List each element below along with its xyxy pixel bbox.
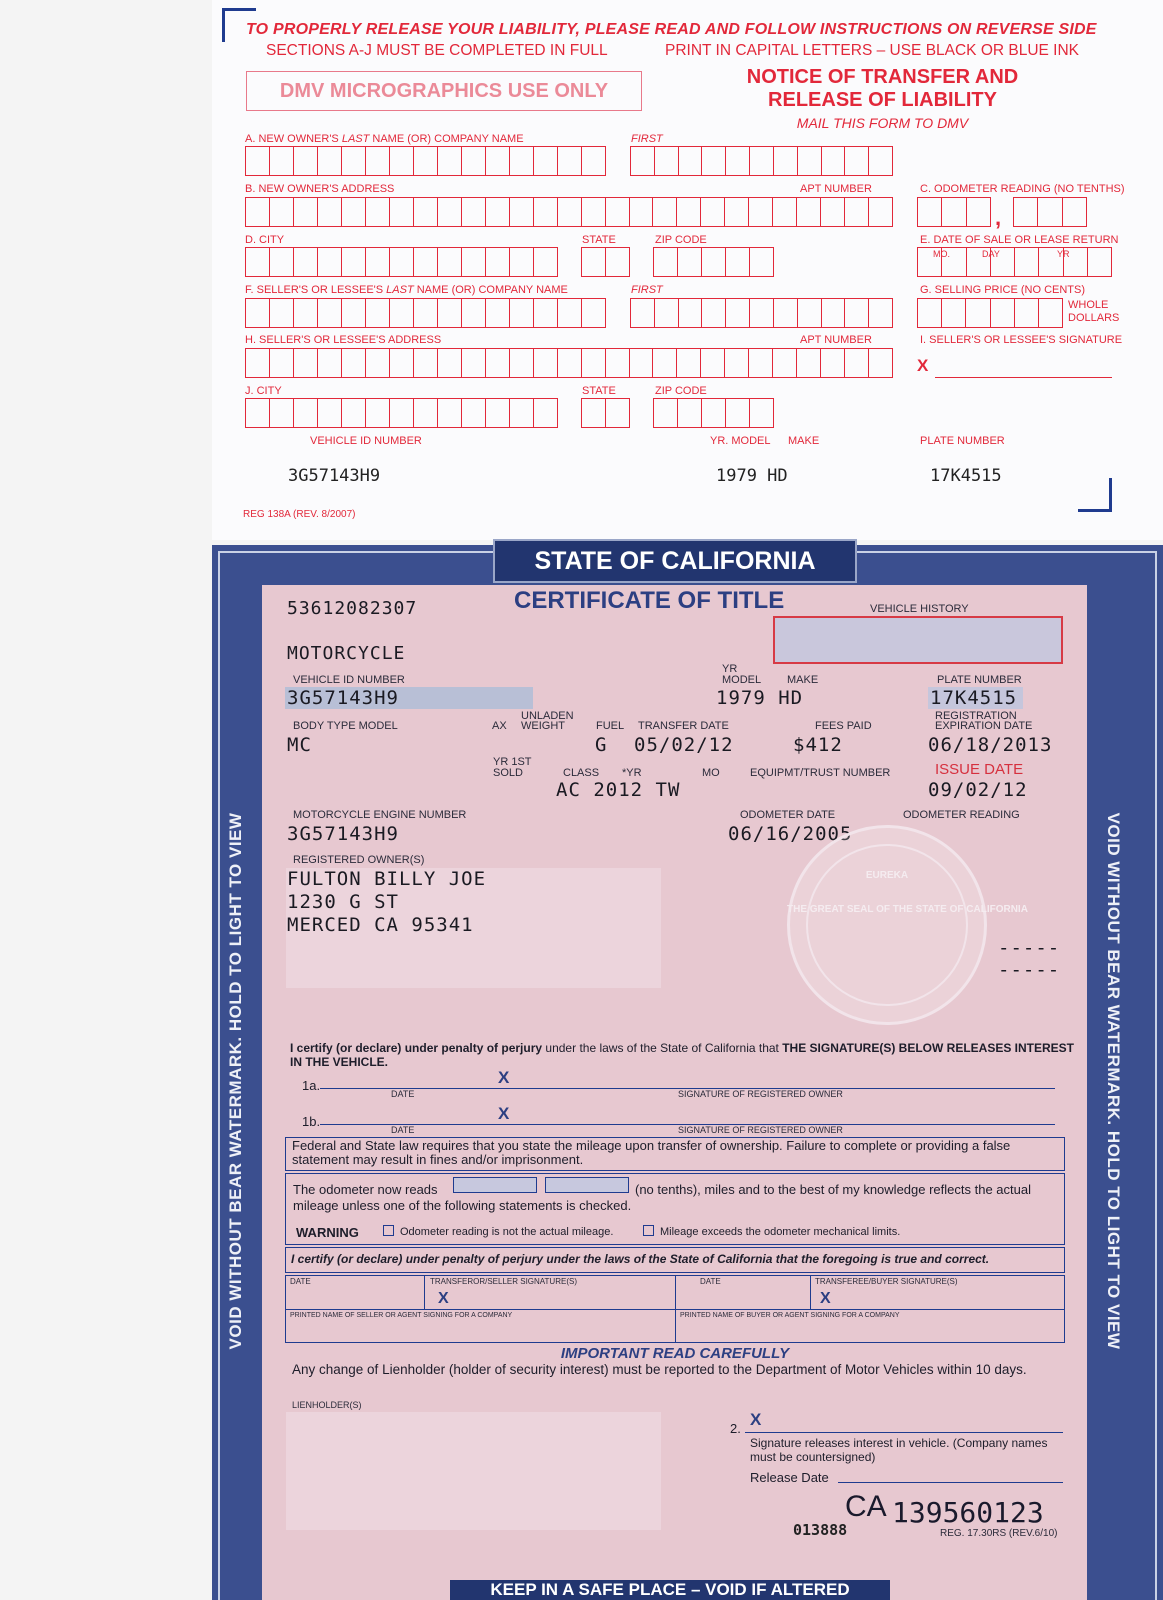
sig-1b-label: 1b. — [302, 1114, 321, 1129]
seal-text: THE GREAT SEAL OF THE STATE OF CALIFORNIA — [787, 904, 1028, 915]
transferor-sig-label: TRANSFEROR/SELLER SIGNATURE(S) — [430, 1277, 577, 1286]
seller-first-field[interactable] — [630, 298, 893, 328]
label-fees: FEES PAID — [815, 720, 872, 732]
label-e: E. DATE OF SALE OR LEASE RETURN — [920, 234, 1119, 246]
odometer-date: 06/16/2005 — [728, 823, 853, 845]
federal-notice: Federal and State law requires that you state the mileage upon transfer of ownership. Failure to complete or providing a false statement may result in fines and/or imprisonment. — [292, 1138, 1011, 1167]
label-zip: ZIP CODE — [655, 234, 707, 246]
vehicle-type: MOTORCYCLE — [287, 643, 406, 664]
state-field[interactable] — [581, 247, 630, 277]
seller-date-label: DATE — [290, 1277, 311, 1286]
label-transfer: TRANSFER DATE — [638, 720, 729, 732]
mail-note: MAIL THIS FORM TO DMV — [796, 115, 969, 131]
date-1a-label: DATE — [391, 1089, 415, 1099]
label-fuel: FUEL — [596, 720, 625, 732]
label-odo-date: ODOMETER DATE — [740, 809, 836, 821]
cert-title: CERTIFICATE OF TITLE — [514, 587, 785, 614]
certify-statement: I certify (or declare) under penalty of perjury under the laws of the State of California that THE SIGNATURE(S) BELOW RELEASES INTEREST IN THE VEHICLE. — [290, 1041, 1075, 1069]
label-yr: YR — [1057, 249, 1070, 259]
sig-2-x: X — [750, 1410, 762, 1429]
owner-city: MERCED CA 95341 — [287, 914, 474, 936]
label-unladen: UNLADEN — [521, 710, 574, 722]
seal-ring — [806, 844, 968, 1006]
seller-signature-line[interactable] — [935, 377, 1112, 378]
label-class: CLASS — [563, 767, 600, 779]
seller-last-field[interactable] — [245, 298, 606, 328]
seller-city-field[interactable] — [245, 398, 558, 428]
label-cert-vin: VEHICLE ID NUMBER — [293, 674, 405, 686]
seller-state-field[interactable] — [581, 398, 630, 428]
label-yr1st: YR 1ST — [493, 756, 532, 768]
label-engine: MOTORCYCLE ENGINE NUMBER — [293, 809, 467, 821]
warn-text-2: Mileage exceeds the odometer mechanical limits. — [660, 1226, 901, 1238]
owner-street: 1230 G ST — [287, 891, 399, 913]
warning-label: WARNING — [296, 1225, 359, 1240]
void-side-right: VOID WITHOUT BEAR WATERMARK. HOLD TO LIGHT TO VIEW — [1104, 812, 1123, 1350]
label-state-j: STATE — [582, 385, 616, 397]
notice-yr-make: 1979 HD — [716, 466, 788, 486]
label-owner: REGISTERED OWNER(S) — [293, 854, 425, 866]
warn-checkbox-2[interactable] — [643, 1225, 654, 1236]
label-a: A. NEW OWNER'S LAST NAME (OR) COMPANY NAME — [245, 133, 524, 145]
label-zip-j: ZIP CODE — [655, 385, 707, 397]
warn-checkbox-1[interactable] — [383, 1225, 394, 1236]
engine-number: 3G57143H9 — [287, 823, 399, 845]
grid-col — [675, 1275, 676, 1343]
seller-zip-field[interactable] — [653, 398, 774, 428]
serial-prefix: CA — [845, 1490, 887, 1523]
printed-buyer-label: PRINTED NAME OF BUYER OR AGENT SIGNING FOR A COMPANY — [680, 1312, 900, 1319]
issue-date: 09/02/12 — [928, 779, 1028, 801]
odometer-statement-b: (no tenths), miles and to the best of my knowledge reflects the actual mileage unless one of the following statements is checked. — [293, 1182, 1031, 1213]
label-ax: AX — [492, 720, 507, 732]
zip-field[interactable] — [653, 247, 774, 277]
release-date-line[interactable] — [838, 1482, 1063, 1483]
date-1b-label: DATE — [391, 1125, 415, 1135]
cert-form-id: REG. 17.30RS (REV.6/10) — [940, 1528, 1058, 1539]
label-h: H. SELLER'S OR LESSEE'S ADDRESS — [245, 334, 442, 346]
label-d: D. CITY — [245, 234, 285, 246]
transfer-date: 05/02/12 — [634, 734, 734, 756]
bottom-banner: KEEP IN A SAFE PLACE – VOID IF ALTERED — [450, 1580, 890, 1600]
fees-paid: $412 — [793, 734, 843, 756]
release-date-label: Release Date — [750, 1470, 829, 1485]
odo-dash-1: ----- — [998, 937, 1061, 959]
transferee-sig-label: TRANSFEREE/BUYER SIGNATURE(S) — [815, 1277, 958, 1286]
lienholder-label: LIENHOLDER(S) — [292, 1400, 362, 1410]
sig-2-label: 2. — [730, 1421, 741, 1436]
corner-mark — [1078, 478, 1112, 512]
label-vin: VEHICLE ID NUMBER — [310, 435, 422, 447]
label-make: MAKE — [788, 435, 820, 447]
city-field[interactable] — [245, 247, 558, 277]
label-cert-model: MODEL — [722, 674, 762, 686]
label-odo-reading: ODOMETER READING — [903, 809, 1020, 821]
vehicle-history-box — [773, 616, 1063, 664]
sig-1a-owner-label: SIGNATURE OF REGISTERED OWNER — [678, 1089, 843, 1099]
notice-title-1: NOTICE OF TRANSFER AND — [746, 66, 1019, 88]
label-mo: MO. — [933, 249, 950, 259]
label-c: C. ODOMETER READING (NO TENTHS) — [920, 183, 1125, 195]
serial-number: 139560123 — [892, 1496, 1044, 1529]
seller-signature-x: X — [917, 356, 929, 375]
warn-text-1: Odometer reading is not the actual mileage. — [400, 1226, 614, 1238]
print-note: PRINT IN CAPITAL LETTERS – USE BLACK OR BLUE INK — [665, 42, 1080, 59]
new-owner-first-field[interactable] — [630, 146, 893, 176]
label-weight: WEIGHT — [521, 720, 565, 732]
owner-name: FULTON BILLY JOE — [287, 868, 487, 890]
label-reg2: EXPIRATION DATE — [935, 720, 1033, 732]
label-vehicle-history: VEHICLE HISTORY — [870, 603, 969, 615]
sections-note: SECTIONS A-J MUST BE COMPLETED IN FULL — [266, 42, 608, 59]
label-sold: SOLD — [493, 767, 523, 779]
new-owner-address-field[interactable] — [245, 197, 893, 227]
sig-1b-x: X — [498, 1104, 510, 1123]
cert-vin: 3G57143H9 — [287, 687, 399, 709]
selling-price-field[interactable] — [917, 298, 1063, 328]
notice-form-id: REG 138A (REV. 8/2007) — [243, 509, 356, 520]
seller-address-field[interactable] — [245, 348, 893, 378]
label-cyr: *YR — [622, 767, 642, 779]
doc-number: 53612082307 — [287, 598, 418, 619]
new-owner-last-field[interactable] — [245, 146, 606, 176]
label-day: DAY — [982, 249, 1000, 259]
release-note: Signature releases interest in vehicle. (Company names must be countersigned) — [750, 1436, 1048, 1464]
seal-eureka: EUREKA — [865, 870, 909, 881]
label-yr-model: YR. MODEL — [710, 435, 771, 447]
label-first: FIRST — [631, 133, 663, 145]
label-issue-date: ISSUE DATE — [935, 761, 1024, 778]
important-heading: IMPORTANT READ CAREFULLY — [560, 1345, 790, 1362]
body-type: MC — [287, 734, 312, 756]
sig-1a-x: X — [498, 1068, 510, 1087]
certify2-statement: I certify (or declare) under penalty of perjury under the laws of the State of California that the foregoing is true and correct. — [291, 1252, 990, 1266]
label-whole: WHOLE — [1068, 299, 1109, 311]
label-dollars: DOLLARS — [1068, 312, 1120, 324]
cert-plate: 17K4515 — [930, 687, 1018, 709]
label-cert-plate: PLATE NUMBER — [937, 674, 1022, 686]
odometer-field-b[interactable] — [1013, 197, 1087, 227]
grid-col — [424, 1275, 425, 1309]
odo-dash-2: ----- — [998, 959, 1061, 981]
label-apt-seller: APT NUMBER — [800, 334, 872, 346]
sig-1b-owner-label: SIGNATURE OF REGISTERED OWNER — [678, 1125, 843, 1135]
odometer-field-a[interactable] — [917, 197, 991, 227]
sig-1a-label: 1a. — [302, 1078, 321, 1093]
expiration-date: 06/18/2013 — [928, 734, 1053, 756]
notice-plate: 17K4515 — [930, 466, 1002, 486]
lienholder-block — [286, 1412, 661, 1530]
odometer-statement-a: The odometer now reads — [293, 1182, 438, 1197]
lien-notice: Any change of Lienholder (holder of security interest) must be reported to the Department of Motor Vehicles within 10 days. — [292, 1362, 1027, 1377]
small-number: 013888 — [793, 1521, 848, 1539]
buyer-date-label: DATE — [700, 1277, 721, 1286]
instructions-line: TO PROPERLY RELEASE YOUR LIABILITY, PLEASE READ AND FOLLOW INSTRUCTIONS ON REVERSE SIDE — [246, 21, 1097, 38]
notice-title-2: RELEASE OF LIABILITY — [768, 89, 997, 111]
state-banner: STATE OF CALIFORNIA — [493, 539, 857, 583]
label-reg1: REGISTRATION — [935, 710, 1017, 722]
label-first-seller: FIRST — [631, 284, 663, 296]
transferee-x: X — [820, 1290, 831, 1307]
printed-seller-label: PRINTED NAME OF SELLER OR AGENT SIGNING FOR A COMPANY — [290, 1312, 513, 1319]
label-equip: EQUIPMT/TRUST NUMBER — [750, 767, 891, 779]
micrographics-box: DMV MICROGRAPHICS USE ONLY — [246, 71, 642, 111]
label-cert-make: MAKE — [787, 674, 819, 686]
label-f: F. SELLER'S OR LESSEE'S LAST NAME (OR) COMPANY NAME — [245, 284, 568, 296]
sig-2-line[interactable] — [745, 1432, 1063, 1433]
label-body: BODY TYPE MODEL — [293, 720, 398, 732]
class-line: AC 2012 TW — [556, 779, 681, 801]
odometer-comma: , — [995, 205, 1002, 230]
label-state: STATE — [582, 234, 616, 246]
fuel: G — [595, 734, 608, 756]
label-i: I. SELLER'S OR LESSEE'S SIGNATURE — [920, 334, 1123, 346]
label-b: B. NEW OWNER'S ADDRESS — [245, 183, 395, 195]
cert-yr-make: 1979 HD — [716, 687, 804, 709]
label-mo: MO — [702, 767, 720, 779]
grid-col — [810, 1275, 811, 1309]
transferor-x: X — [438, 1290, 449, 1307]
void-side-left: VOID WITHOUT BEAR WATERMARK. HOLD TO LIGHT TO VIEW — [226, 812, 245, 1350]
label-plate: PLATE NUMBER — [920, 435, 1005, 447]
notice-vin: 3G57143H9 — [288, 466, 381, 486]
label-g: G. SELLING PRICE (NO CENTS) — [920, 284, 1086, 296]
label-j: J. CITY — [245, 385, 282, 397]
label-cert-yr: YR — [722, 663, 738, 675]
label-apt: APT NUMBER — [800, 183, 872, 195]
